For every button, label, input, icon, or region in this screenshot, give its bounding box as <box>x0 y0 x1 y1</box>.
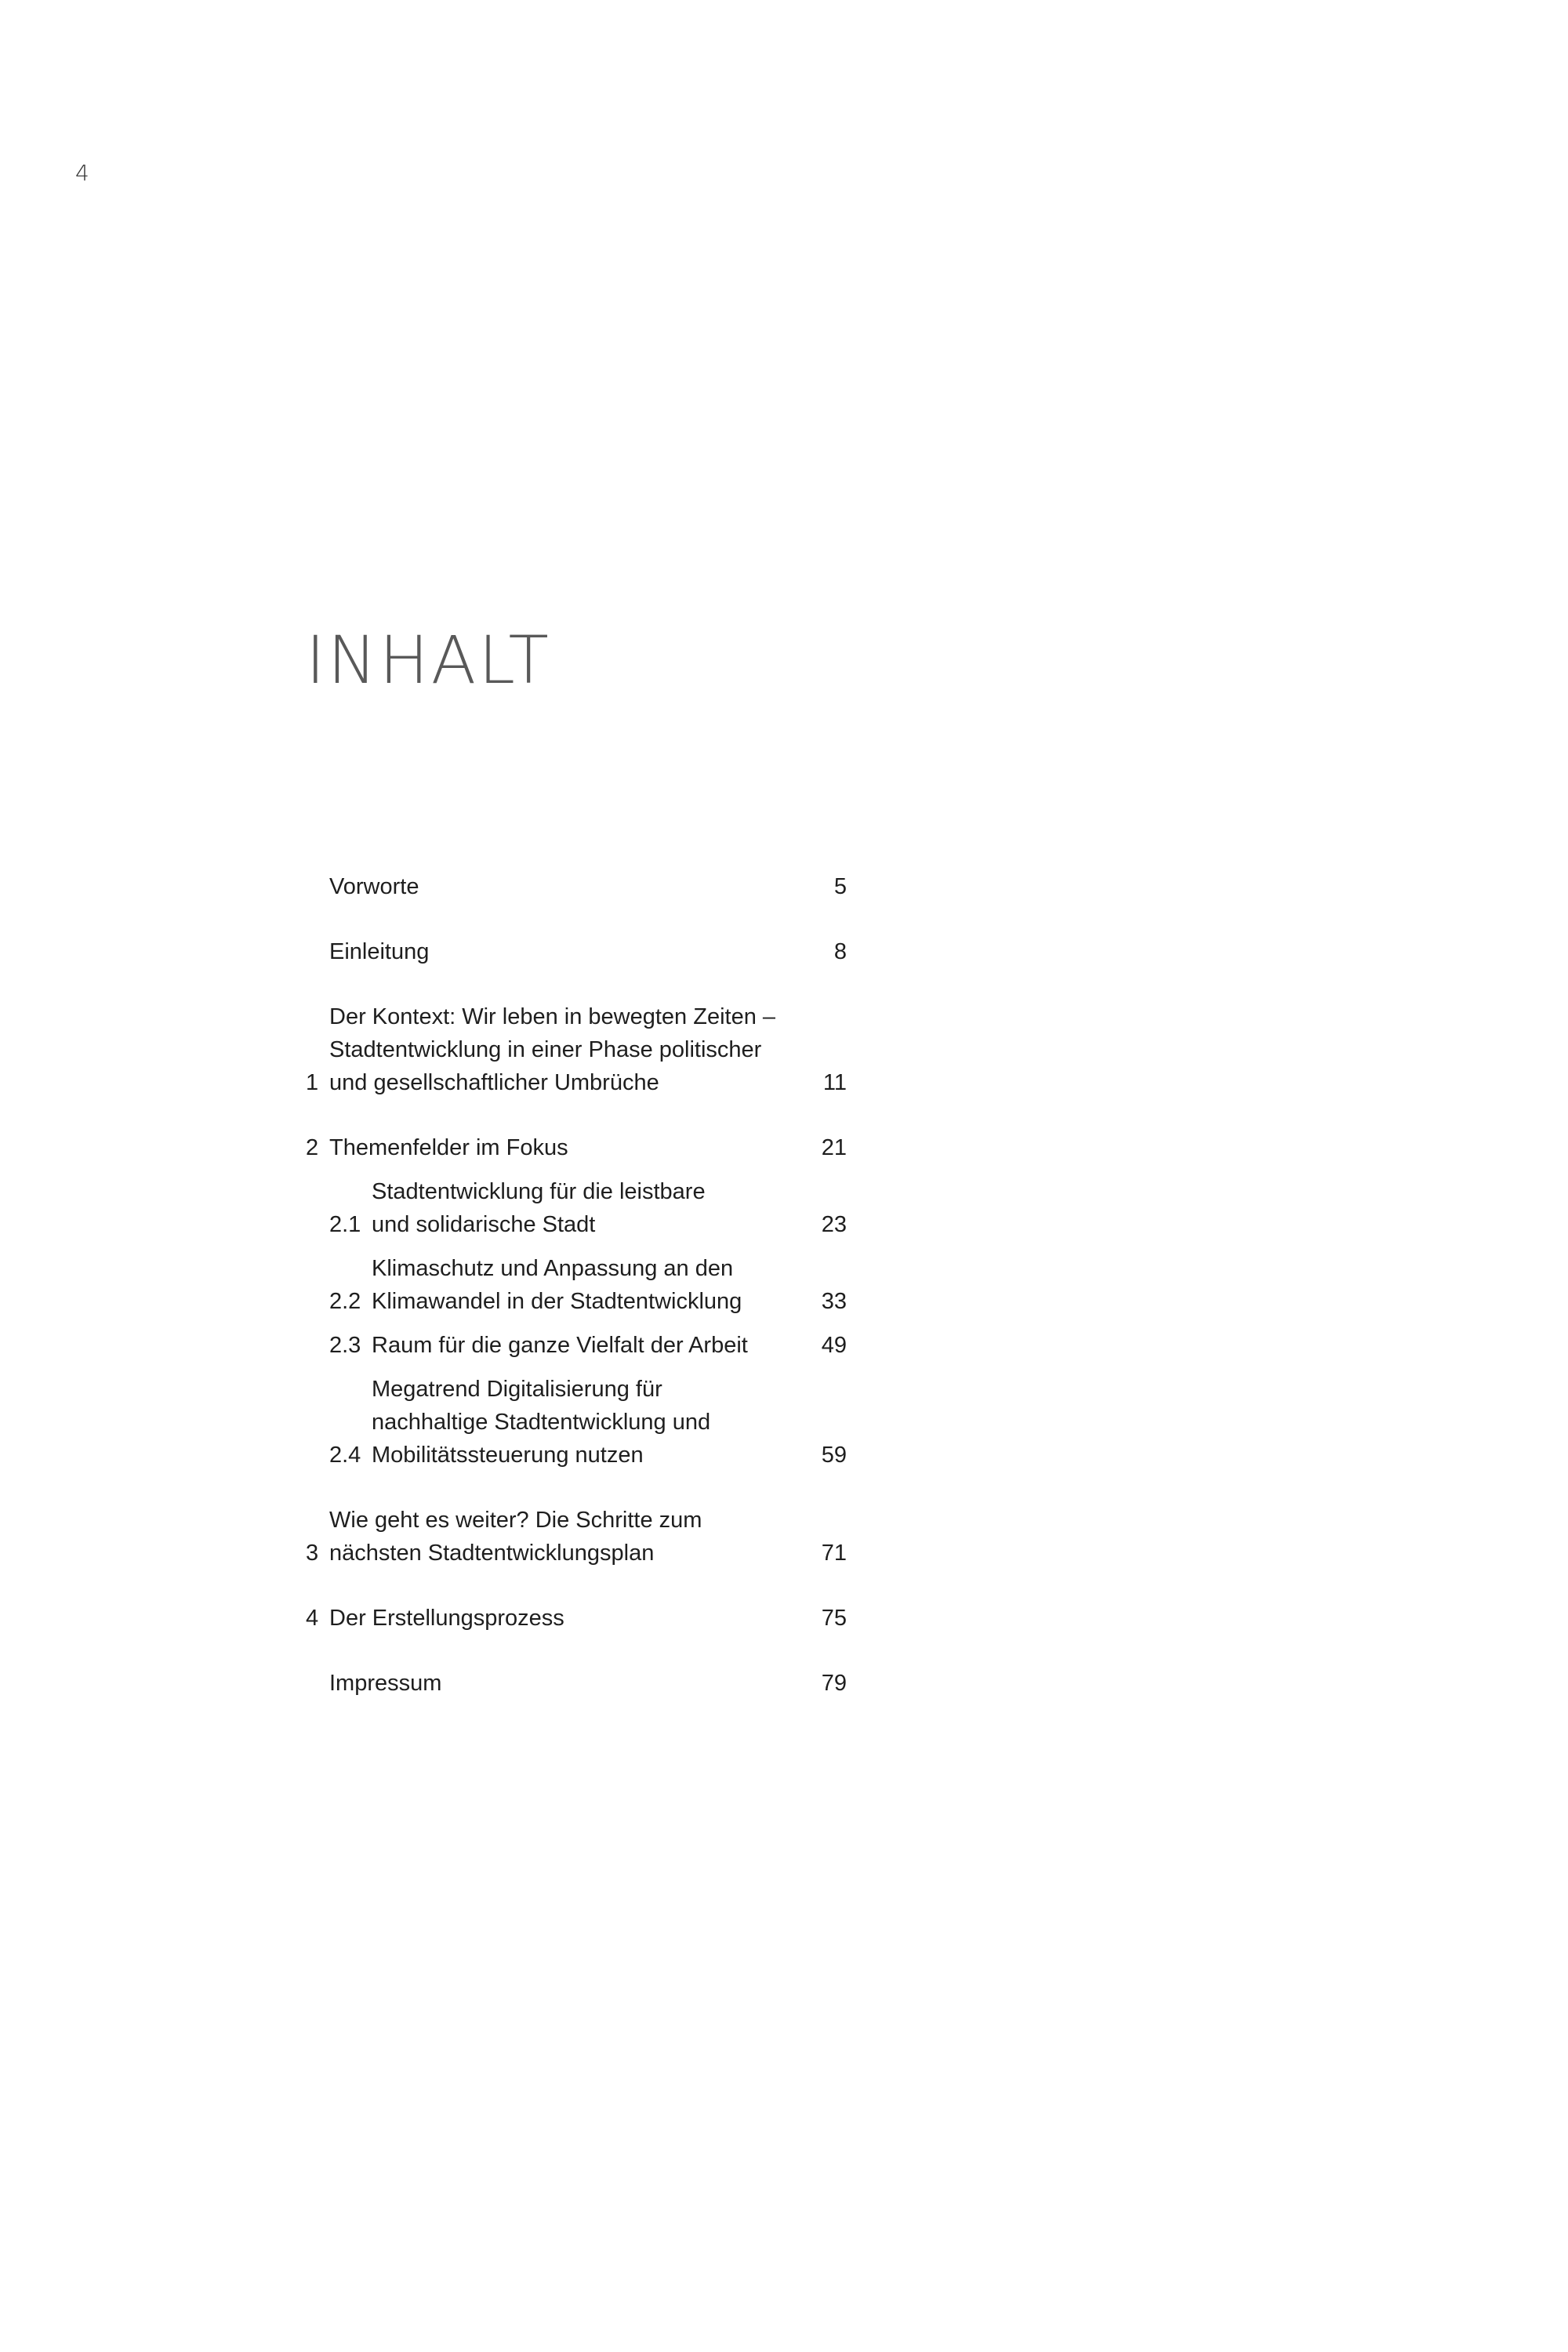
toc-entry-page: 75 <box>821 1606 847 1631</box>
toc-entry-page: 59 <box>821 1443 847 1468</box>
toc-entry-title: Klimaschutz und Anpassung an den Klimawandel in der Stadtentwicklung <box>372 1256 742 1314</box>
toc-entry-number: 4 <box>306 1606 319 1631</box>
toc-entry-title: Vorworte <box>329 874 419 899</box>
toc-entry-number: 2.1 <box>329 1212 361 1237</box>
toc-entry-chapter-1[interactable] <box>306 1000 847 1099</box>
table-of-contents <box>306 870 847 1732</box>
toc-entry-section-2-4[interactable] <box>306 1373 847 1472</box>
toc-entry-title: Der Kontext: Wir leben in bewegten Zeiten – Stadtentwicklung in einer Phase politischer und gesellschaftlicher Umbrüche <box>329 1004 776 1095</box>
toc-entry-title: Wie geht es weiter? Die Schritte zum nächsten Stadtentwicklungsplan <box>329 1508 702 1566</box>
toc-entry-title: Einleitung <box>329 939 430 964</box>
toc-entry-section-2-3[interactable] <box>306 1329 847 1362</box>
toc-entry-page: 49 <box>821 1333 847 1358</box>
toc-entry-chapter-4[interactable] <box>306 1602 847 1635</box>
toc-entry-title: Megatrend Digitalisierung für nachhaltige Stadtentwicklung und Mobilitätssteuerung nutzen <box>372 1377 711 1468</box>
toc-entry-number: 2.4 <box>329 1443 361 1468</box>
toc-entry-title: Stadtentwicklung für die leistbare und solidarische Stadt <box>372 1179 706 1237</box>
toc-entry-page: 11 <box>822 1070 847 1095</box>
toc-entry-page: 71 <box>821 1541 847 1566</box>
toc-entry-number: 2 <box>306 1135 319 1160</box>
toc-entry-section-2-2[interactable] <box>306 1252 847 1318</box>
toc-entry-number: 2.3 <box>329 1333 361 1358</box>
page-title: INHALT <box>306 622 551 699</box>
toc-entry-page: 5 <box>833 874 847 899</box>
toc-entry-title: Raum für die ganze Vielfalt der Arbeit <box>372 1333 748 1358</box>
page-number: 4 <box>75 160 89 186</box>
toc-entry-einleitung[interactable] <box>306 935 847 968</box>
toc-entry-chapter-2[interactable] <box>306 1131 847 1164</box>
toc-entry-vorworte[interactable] <box>306 870 847 903</box>
toc-entry-impressum[interactable] <box>306 1667 847 1700</box>
toc-entry-number: 2.2 <box>329 1289 361 1314</box>
toc-entry-number: 1 <box>306 1070 319 1095</box>
toc-entry-chapter-3[interactable] <box>306 1504 847 1570</box>
toc-entry-page: 21 <box>821 1135 847 1160</box>
toc-entry-title: Themenfelder im Fokus <box>329 1135 568 1160</box>
toc-entry-page: 8 <box>833 939 847 964</box>
toc-entry-title: Impressum <box>329 1671 442 1696</box>
toc-entry-section-2-1[interactable] <box>306 1175 847 1241</box>
toc-entry-page: 33 <box>821 1289 847 1314</box>
toc-entry-title: Der Erstellungsprozess <box>329 1606 564 1631</box>
toc-entry-page: 23 <box>821 1212 847 1237</box>
toc-entry-number: 3 <box>306 1541 319 1566</box>
toc-entry-page: 79 <box>821 1671 847 1696</box>
